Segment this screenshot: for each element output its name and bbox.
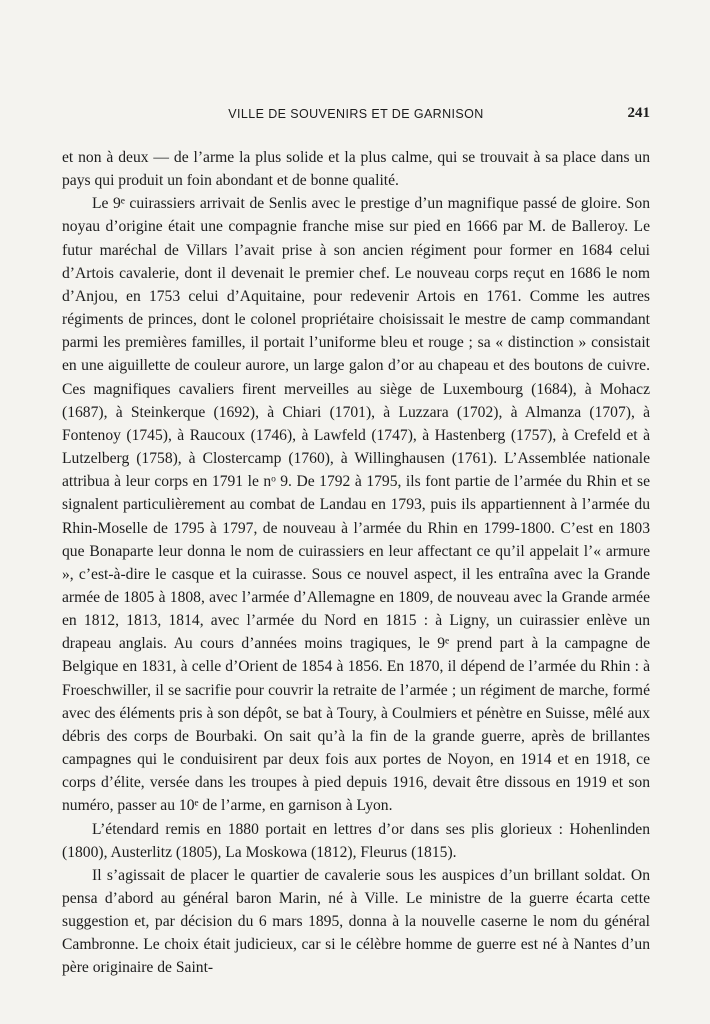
paragraph-4: Il s’agissait de placer le quartier de cavalerie sous les auspices d’un brillant soldat. On pensa d’abord au général baron Marin, né à Ville. Le ministre de la guerre écarta cette suggestion et, par décision du 6 mars 1895, donna à la nouvelle caserne le nom du général Cambronne. Le choix était judicieux, car si le célèbre homme de guerre est né à Nantes d’un père originaire de Saint- [62,866,650,977]
running-head [62,105,650,125]
paragraph-2: Le 9ᵉ cuirassiers arrivait de Senlis avec le prestige d’un magnifique passé de gloire. Son noyau d’origine était une compagnie franche mise sur pied en 1666 par M. de Balleroy. Le futur maréchal de Villars l’avait prise à son ancien régiment pour former en 1684 celui d’Artois cavalerie, dont il devenait le premier chef. Le nouveau corps reçut en 1686 le nom d’Anjou, en 1753 celui d’Aquitaine, pour redevenir Artois en 1761. Comme les autres régiments de princes, dont le colonel propriétaire choisissait le mestre de camp commandant parmi les premières familles, il portait l’uniforme bleu et rouge ; sa « distinction » consistait en une aiguillette de couleur aurore, un large galon d’or au chapeau et des boutons de cuivre. Ces magnifiques cavaliers firent merveilles au siège de Luxembourg (1684), à Mohacz (1687), à Steinkerque (1692), à Chiari (1701), à Luzzara (1702), à Almanza (1707), à Fontenoy (1745), à Raucoux (1746), à Lawfeld (1747), à Hastenberg (1757), à Crefeld et à Lutzelberg (1758), à Clostercamp (1760), à Willinghausen (1761). L’Assemblée nationale attribua à leur corps en 1791 le nᵒ 9. De 1792 à 1795, ils font partie de l’armée du Rhin et se signalent particulièrement au combat de Landau en 1793, puis ils appartiennent à l’armée du Rhin-Moselle de 1795 à 1797, de nouveau à l’armée du Rhin en 1799-1800. C’est en 1803 que Bonaparte leur donna le nom de cuirassiers en leur affectant ce qu’il appelait l’« armure », c’est-à-dire le casque et la cuirasse. Sous ce nouvel aspect, il les entraîna avec la Grande armée de 1805 à 1808, avec l’armée d’Allemagne en 1809, de nouveau avec la Grande armée en 1812, 1813, 1814, avec l’armée du Nord en 1815 : à Ligny, un cuirassier enlève un drapeau anglais. Au cours d’années moins tragiques, le 9ᵉ prend part à la campagne de Belgique en 1831, à celle d’Orient de 1854 à 1856. En 1870, il dépend de l’armée du Rhin : à Froeschwiller, il se sacrifie pour couvrir la retraite de l’armée ; un régiment de marche, formé avec des éléments pris à son dépôt, se bat à Toury, à Coulmiers et pénètre en Suisse, mêlé aux débris des corps de Bourbaki. On sait qu’à la fin de la grande guerre, après de brillantes campagnes qui le conduisirent par deux fois aux portes de Noyon, en 1914 et en 1918, ce corps d’élite, versée dans les troupes à pied depuis 1916, devait être dissous en 1919 et son numéro, passer au 10ᵉ de l’arme, en garnison à Lyon. [62,195,650,815]
body-text [62,146,650,980]
page-number: 241 [627,105,650,121]
paragraph-3: L’étendard remis en 1880 portait en lettres d’or dans ses plis glorieux : Hohenlinden (1800), Austerlitz (1805), La Moskowa (1812), Fleurus (1815). [62,820,650,861]
running-title: VILLE DE SOUVENIRS ET DE GARNISON [228,107,484,121]
paragraph-1: et non à deux — de l’arme la plus solide et la plus calme, qui se trouvait à sa place dans un pays qui produit un foin abondant et de bonne qualité. [62,149,650,190]
